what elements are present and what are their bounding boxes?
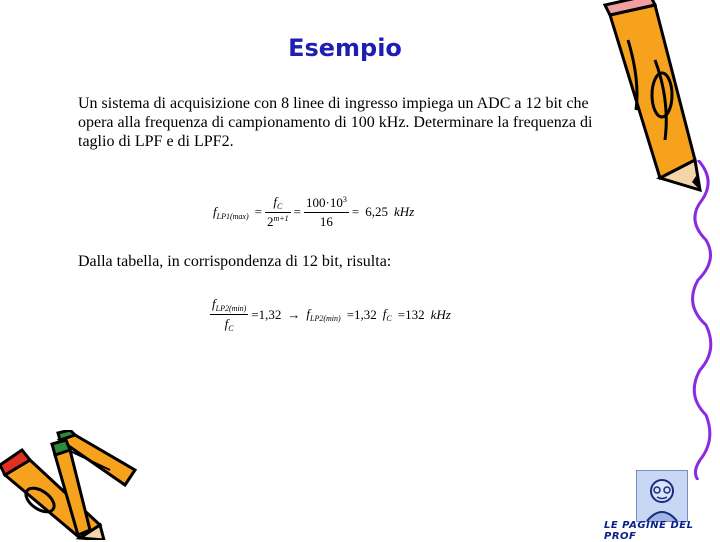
- result-text: Dalla tabella, in corrispondenza di 12 bit, risulta:: [78, 253, 392, 270]
- squiggle-line: [678, 160, 720, 480]
- logo-image: [636, 470, 688, 522]
- logo-text: LE PAGINE DEL PROF: [604, 520, 694, 542]
- pencils-icon: [0, 430, 140, 540]
- formula-lpf1: $f_{LP1(max)}$ = $\frac{f_C}{2^{m+1}}$ = $\frac{100\cdot 10^3}{16}$ = 6,25 kHz: [213, 194, 415, 229]
- professor-icon: [637, 471, 687, 521]
- slide-title: Esempio: [288, 34, 402, 62]
- formula-lpf2: $\frac{f_{LP2(min)}}{f_C}$ $=1,32 \to f_{LP2(min)} =1,32$ $f_C =132$ kHz: [212, 296, 451, 333]
- problem-text: Un sistema di acquisizione con 8 linee di ingresso impiega un ADC a 12 bit che opera alla frequenza di campionamento di 100 kHz. Determinare la frequenza di taglio di LPF e di LPF2.: [78, 95, 593, 150]
